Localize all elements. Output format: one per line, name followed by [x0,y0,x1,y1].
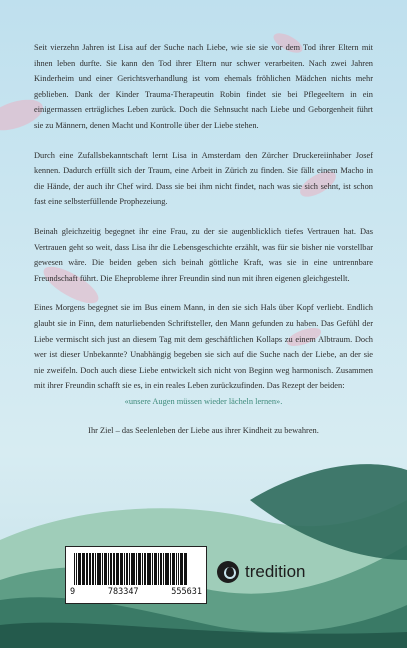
blurb-paragraph-2: Durch eine Zufallsbekanntschaft lernt Lisa in Amsterdam den Zürcher Druckereiinhaber Josef kennen. Dadurch erfüllt sich der Traum, eine Arbeit in Zürich zu finden. Sie fällt einem Macho in die Hände, der auch ihr Chef wird. Dass sie bei ihm nicht findet, nach was sie sich sehnt, ist schon fast eine selbsterfüllende Prophezeiung. [34,150,373,207]
isbn-prefix: 9 [70,587,76,597]
barcode-bar [166,553,169,585]
barcode-bar [82,553,85,585]
barcode-bar [170,553,171,585]
barcode-bar [184,553,187,585]
isbn-group-1: 783347 [107,587,139,597]
barcode-bar [95,553,96,585]
barcode-bar [116,553,119,585]
barcode-bar [136,553,137,585]
barcode-bars [74,553,198,585]
blurb-paragraph-4-text: Eines Morgens begegnet sie im Bus einem Mann, in den sie sich Hals über Kopf verliebt. Endlich glaubt sie in Finn, dem naturliebenden Schriftsteller, den Mann gefunden zu haben. Das Gefühl der Liebe vermischt sich just an diesem Tag mit dem geschäftlichen Kollaps zu einem Albtraum. Doch wer ist dieser Unbekannte? Unabhängig begeben sie sich auf die Suche nach der Liebe, an der sie nie zweifeln. Doch auch diese Liebe entwickelt sich nicht von Beginn weg harmonisch. Zusammen mit ihrer Freundin schafft sie es, in ein reales Leben zurückzufinden. Das Rezept der beiden: [34,303,373,391]
barcode-bar [102,553,103,585]
blurb-paragraph-1: Seit vierzehn Jahren ist Lisa auf der Suche nach Liebe, wie sie sie vor dem Tod ihrer Eltern mit ihnen leben durfte. Sie kann den Tod ihrer Eltern nur schwer verarbeiten. Nach zwei Jahren Kinderheim und einer Gerichtsverhandlung ist vom ehemals fröhlichen Mädchen nichts mehr geblieben. Dank der Kinder Trauma-Therapeutin Robin findet sie bei Pflegeeltern in ein einigermassen erträgliches Leben zurück. Doch die Sehnsucht nach Liebe und Geborgenheit führt sie zu Männern, denen Macht und Kontrolle über der Liebe stehen. [34,43,373,130]
barcode-bar [129,553,130,585]
closing-line: Ihr Ziel – das Seelenleben der Liebe aus ihrer Kindheit zu bewahren. [88,426,319,436]
barcode-bar [176,553,177,585]
isbn-group-2: 555631 [171,587,202,597]
barcode-bar [163,553,164,585]
barcode-bar [142,553,143,585]
publisher-name: tredition [245,562,306,581]
barcode-bar [87,553,88,585]
barcode-bar [122,553,123,585]
barcode-bar [98,553,101,585]
isbn-barcode [65,546,207,604]
barcode-bar [114,553,115,585]
blurb-paragraph-3: Beinah gleichzeitig begegnet ihr eine Frau, zu der sie augenblicklich tiefes Vertrauen hat. Das Vertrauen geht so weit, dass Lisa ihr die Lebensgeschichte erzählt, was für sie bisher nie vorstellbar gewesen wäre. Die beiden geben sich beinah göttliche Kraft, was sie in eine untrennbare Freundschaft führt. Die Eheprobleme ihrer Freundin sind nun mit ihren eigenen gleichgestellt. [34,226,373,283]
barcode-bar [74,553,75,585]
barcode-bar [108,553,109,585]
barcode-bar [155,553,157,585]
barcode-bar [80,553,81,585]
tredition-logo-icon [217,561,239,583]
blurb-paragraph-4 [34,300,373,409]
publisher-brand [217,561,305,583]
quote-text: «unsere Augen müssen wieder lächeln lernen». [124,396,283,406]
isbn-number [70,587,202,597]
blurb-text [34,40,373,453]
barcode-bar [132,553,135,585]
barcode-bar [182,553,183,585]
barcode-bar [148,553,151,585]
